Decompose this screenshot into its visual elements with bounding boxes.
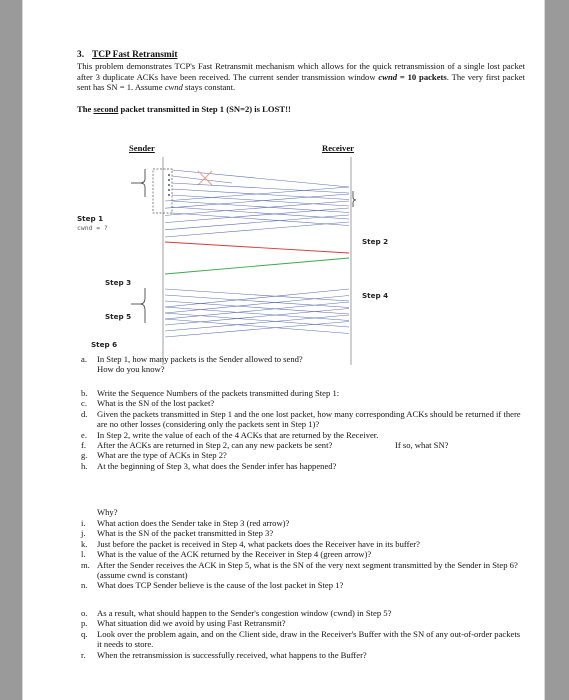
question-letter: j. [81, 528, 86, 539]
question-text: When the retransmission is successfully received, what happens to the Buffer? [97, 649, 367, 660]
transmission-line [172, 201, 349, 213]
question-text: Just before the packet is received in Step 4, what packets does the Receiver have in its buffer? [97, 538, 420, 549]
question-item [77, 354, 525, 364]
sequence-diagram [77, 143, 389, 365]
transmission-line [165, 208, 349, 223]
transmission-line [172, 189, 349, 200]
question-text: What is the SN of the lost packet? [97, 398, 215, 409]
question-text: What situation did we avoid by using Fast Retransmit? [97, 618, 286, 629]
step2-label: Step 2 [362, 237, 389, 246]
question-text: In Step 2, write the value of each of the 4 ACKs that are returned by the Receiver. [97, 429, 379, 440]
question-letter: c. [81, 398, 87, 409]
question-letter: f. [81, 440, 87, 451]
lost-packet-statement: The second packet transmitted in Step 1 (SN=2) is LOST!! [77, 103, 291, 114]
step2-brace [353, 191, 356, 207]
transmission-line [165, 313, 349, 327]
transmission-line [165, 222, 349, 237]
why-group [77, 497, 525, 517]
transmission-line [165, 315, 349, 331]
step1-label: Step 1 [77, 214, 104, 223]
question-text: What action does the Sender take in Step 3 (red arrow)? [97, 518, 290, 528]
document-page [22, 0, 545, 700]
transmission-line [165, 307, 349, 321]
question-letter: d. [81, 408, 88, 419]
question-letter: p. [81, 618, 88, 629]
question-item [77, 461, 525, 471]
question-letter: a. [81, 354, 87, 364]
question-text: In Step 1, how many packets is the Sender allowed to send? [97, 354, 303, 364]
step6-transmission-lines [165, 289, 349, 337]
step6-brace [140, 288, 145, 323]
step5-green-arrow [165, 258, 349, 274]
step3-label: Step 3 [105, 278, 132, 287]
transmission-line [165, 289, 349, 301]
step5-label: Step 5 [105, 312, 132, 321]
question-letter: h. [81, 460, 88, 471]
mid-transmission-lines [165, 183, 349, 237]
question-text: How do you know? [97, 364, 165, 375]
question-text: As a result, what should happen to the Sender's congestion window (cwnd) in Step 5? [97, 608, 392, 618]
question-item [77, 539, 525, 549]
question-text: What does TCP Sender believe is the cause of the lost packet in Step 1? [97, 580, 344, 591]
step4-label: Step 4 [362, 291, 389, 300]
question-text: At the beginning of Step 3, what does the Sender infer has happened? [97, 460, 337, 471]
question-item [77, 409, 525, 430]
question-item [77, 549, 525, 559]
question-letter: l. [81, 549, 86, 560]
why-prompt: Why? [97, 507, 118, 517]
transmission-line [165, 301, 349, 314]
question-item [77, 430, 525, 440]
transmission-line [165, 215, 349, 230]
question-item [77, 398, 525, 408]
questions-group-i [77, 518, 525, 591]
question-item [77, 388, 525, 398]
question-text: What is the SN of the packet transmitted in Step 3? [97, 528, 274, 539]
question-side-text: If so, what SN? [395, 440, 449, 451]
question-letter: r. [81, 649, 86, 660]
transmission-line [165, 322, 349, 338]
diagram-svg [77, 143, 377, 365]
questions-group-b [77, 388, 525, 471]
question-item [77, 608, 525, 618]
question-letter: q. [81, 628, 88, 639]
problem-title [77, 50, 525, 60]
question-item [77, 650, 525, 660]
question-text: Look over the problem again, and on the Client side, draw in the Receiver's Buffer with the SN of any out-of-order packets it needs to store. [97, 628, 521, 650]
question-item [77, 450, 525, 460]
transmission-line [165, 295, 349, 308]
question-text: Given the packets transmitted in Step 1 and the one lost packet, how many corresponding ACKs should be returned if there are no other losses (considering only the packets sent in Step 1)? [97, 408, 521, 430]
question-letter: b. [81, 388, 88, 398]
question-item [77, 518, 525, 528]
question-text: Write the Sequence Numbers of the packets transmitted during Step 1: [97, 388, 340, 398]
question-text: What is the value of the ACK returned by the Receiver in Step 4 (green arrow)? [97, 549, 372, 560]
question-letter: k. [81, 538, 88, 549]
question-item [77, 440, 525, 450]
question-letter: m. [81, 559, 90, 570]
receiver-header: Receiver [322, 143, 354, 153]
step6-label: Step 6 [91, 340, 118, 349]
sender-header: Sender [129, 143, 155, 153]
question-text: What are the type of ACKs in Step 2? [97, 450, 227, 461]
question-item [77, 364, 525, 374]
question-item [77, 528, 525, 538]
question-item [77, 580, 525, 590]
problem-intro: This problem demonstrates TCP's Fast Retransmit mechanism which allows for the quick retransmission of a single lost packet after 3 duplicate ACKs have been received. The current sender transmission window cwnd = 10 packets. The very first packet sent has SN = 1. Assume cwnd stays constant. [77, 61, 525, 93]
transmission-line [172, 195, 349, 206]
question-item [77, 629, 525, 650]
step3-red-arrow [165, 242, 349, 253]
questions-group-o [77, 608, 525, 660]
problem-number: 3. [77, 50, 85, 60]
transmission-line [165, 309, 349, 326]
transmission-line [165, 319, 349, 334]
question-letter: i. [81, 518, 86, 528]
question-item [77, 618, 525, 628]
question-letter: g. [81, 450, 88, 461]
step1-brace [140, 169, 145, 197]
cwnd-label: cwnd = ? [77, 224, 108, 232]
questions-group-a [77, 354, 525, 375]
question-letter: e. [81, 429, 87, 440]
problem-title-text: TCP Fast Retransmit [92, 50, 178, 60]
question-letter: o. [81, 608, 88, 618]
question-text: After the ACKs are returned in Step 2, can any new packets be sent? [97, 440, 333, 451]
question-item [77, 560, 525, 581]
lost-packet-line [172, 176, 232, 183]
problem-content [77, 50, 525, 660]
question-text: After the Sender receives the ACK in Step 5, what is the SN of the very next segment transmitted by the Sender in Step 6? (assume cwnd is constant) [97, 559, 518, 581]
question-letter: n. [81, 580, 88, 591]
